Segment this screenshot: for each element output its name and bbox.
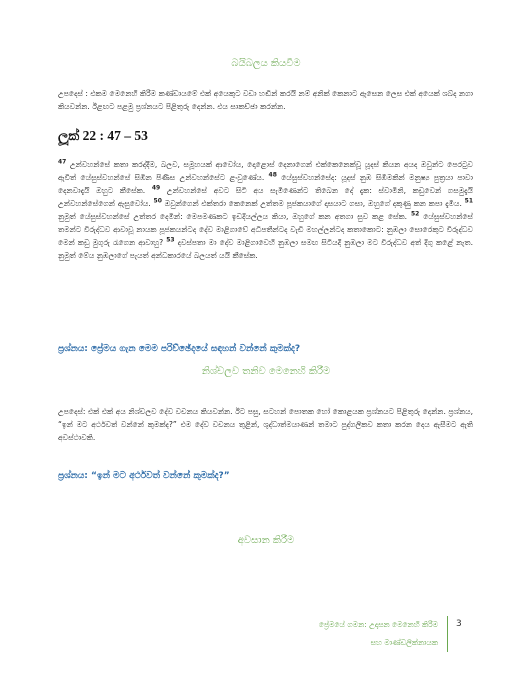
verse-number: 53 xyxy=(166,236,175,244)
verse-number: 47 xyxy=(58,158,67,166)
verse-text: උන්වහන්සේ අවට සිටි අය සැමිණෙන්ට තිබෙන දේ දැක: ස්වාමීනි, කඩුවෙන් ගසමුදැයි උන්වහන්සේගෙන් ඇසුවෝය. xyxy=(58,186,473,208)
heading-silent-meditation: නිශ්චලව තනිව මෙනෙහි කිරීම xyxy=(201,366,331,377)
verse-text: දවස්පතා මා දේව මාළිගාවෙහි නුඹලා සමඟ සිටියදී නුඹලා මට විරුද්ධව අත් දිගු කළේ නැත. නුමුත් මේය නුඹලාගේ පැයත් අන්ධකාරයේ බලයත් යයි කීසේක. xyxy=(58,238,473,260)
heading-bible-reading: බයිබලය කියවීම xyxy=(231,58,301,69)
verse-number: 48 xyxy=(268,171,277,179)
verse-text: නුමුත් යේසුස්වහන්සේ උත්තර දෙමින්: මෙපමණකට ඉඩදියල්ලය කියා, ඔහුගේ කන අතගා සුව කළ සේක. xyxy=(58,212,408,221)
verse-text: ඔවුන්ගෙන් එක්තරා කෙනෙක් උත්තම පූජකයාගේ දාසයාට ගසා, ඔහුගේ දකුණු කන කපා දැමීය. xyxy=(164,199,462,208)
silent-meditation-instructions: උපදෙස්: එක් එක් අය නිශ්චලව දේව වචනය කියවන්න. ඊට පසු, සටහන් පොතක හෝ කොළයක ප්‍රශ්නයට පිළිතුරු දෙන්න. ප්‍රශ්නය, “ඉන් මට අර්ථවත් වන්නේ කුමක්ද?” එම දේව වචනය තුළින්, ශුද්ධාත්මයාණන් තමාට පුද්ගලිකව කතා කරන දෙය ඇසීමට ඇති අවස්ථාවකි. xyxy=(58,407,473,442)
verse-text: උන්වහන්සේ කතා කරද්දීම, බලව, සමූහයක් ආවෝය, දොළොස් දෙනාගෙන් එක්කෙනෙක්වූ යූදස් කියන අයද ඔවුන්ට පෙරටුව ඇවිත් යේසුස්වහන්සේ සිඹින පිණිස උන්වහන්සේට ළංවුණේය. xyxy=(58,160,473,182)
intro-instructions: උපදෙස් : එකම මෙනෙහි කිරීම කණ්ඩායමේ එක් අයෙකුට වඩා හඬින් කරයි නම් අනික් කෙනාට ඇසෙන ලෙස එක් අයෙක් ශබ්ද නගා කියවන්න. ඊළඟට පළමු ප්‍රශ්නයට පිළිතුරු දෙන්න. එය සාකච්ඡා කරන්න. xyxy=(58,89,473,111)
question-one: ප්‍රශ්නය: ප්‍රේමය ගැන මෙම පරිච්ඡේදයේ සඳහන් වන්නේ කුමක්ද? xyxy=(58,344,301,354)
verse-number: 52 xyxy=(410,210,420,218)
footer-title: ප්‍රේමයේ ගමන: උදාසන මෙනෙහි කිරීම xyxy=(318,620,438,629)
footer-divider xyxy=(447,616,448,652)
verse-number: 49 xyxy=(151,184,161,192)
page-number: 3 xyxy=(456,619,462,629)
scripture-reference: ලූක් 22 : 47 – 53 xyxy=(58,128,148,143)
question-two: ප්‍රශ්නය: “ඉන් මට අර්ථවත් වන්නේ කුමක්ද?” xyxy=(58,471,230,481)
heading-closing: අවසාන කිරීම xyxy=(237,535,295,546)
scripture-passage xyxy=(58,158,473,262)
verse-number: 51 xyxy=(464,197,474,205)
verse-text: යේසුස්වහන්සේ තමන්ට විරුද්ධව ආවාවූ නායක පූජකයන්ටද දේව මාළිගාවේ අධිපතීන්ටද වැඩි මහල්ලන්ටද කතාකොට: නුඹලා සොරෙකුට විරුද්ධව මෙන් කඩු මුගුරු රැගෙන ආවාහු? xyxy=(58,212,473,247)
verse-text: යේසුස්වහන්සේද: යූදස් නුඹ සිඹීමකින් මනුෂ්‍ය පුත්‍රයා පාවා දෙනවාදැයි ඔහුට කීසේක. xyxy=(58,173,473,195)
footer-subtitle: සහ මාණ්ඩලික්නායක xyxy=(370,638,438,647)
verse-number: 50 xyxy=(153,197,162,205)
